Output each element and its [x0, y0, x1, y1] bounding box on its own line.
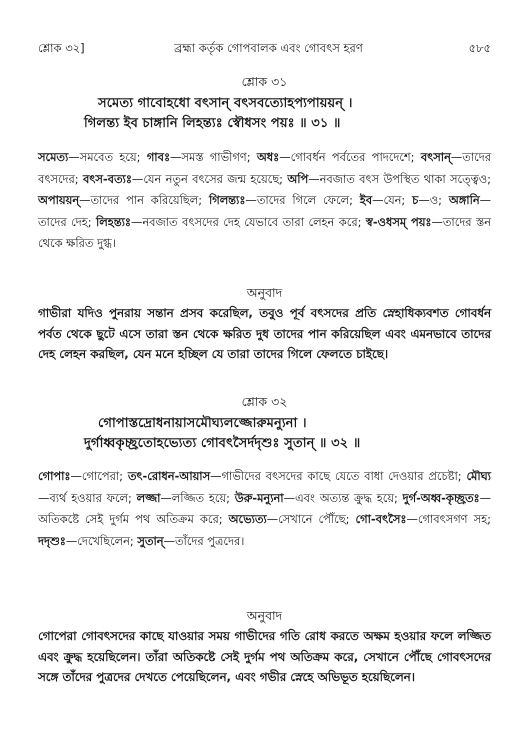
synonym-meaning: —সেখানে পৌঁছে;: [266, 512, 356, 526]
synonym-entry: [147, 150, 257, 164]
header-verse-ref: শ্লোক ৩২]: [38, 41, 85, 55]
synonym-meaning: —তাদের গিলে ফেলে;: [245, 193, 360, 207]
synonym-entry: [83, 172, 287, 186]
synonym-entry: [235, 491, 403, 505]
synonym-term: তৎ-রোধন-আয়াস: [127, 469, 211, 483]
synonym-term: সমেত্য: [38, 150, 69, 164]
synonym-entry: [128, 469, 467, 483]
synonym-term: অধঃ: [256, 150, 280, 164]
synonym-meaning: —গোবৎসগণ সহ;: [406, 512, 491, 526]
synonym-entry: [38, 469, 128, 483]
synonym-meaning: —তাদের পান করিয়েছিল;: [79, 193, 209, 207]
synonym-term: অপায়য়ন্: [38, 193, 80, 207]
synonym-entry: [137, 534, 244, 548]
synonym-meaning: —অতিকষ্টে সেই দুর্গম পথ অতিক্রম করে;: [38, 490, 491, 526]
synonym-meaning: —তাদের দেহ;: [38, 193, 492, 229]
synonym-meaning: —তাদের স্তন থেকে ক্ষরিত দুগ্ধ।: [38, 214, 491, 250]
synonym-entry: [137, 491, 235, 505]
synonym-term: গাবঃ: [146, 150, 171, 164]
synonym-meaning: —যেন;: [372, 193, 413, 207]
synonym-term: বৎস-বত্যঃ: [82, 171, 132, 186]
verse-32-line-1: গোপাস্তদ্রোধনায়াসমৌঘ্যলজ্জোরুমন্যুনা ।: [98, 416, 307, 431]
synonym-meaning: —গোপেরা;: [70, 469, 128, 483]
synonym-meaning: —দেখেছিলেন;: [65, 533, 138, 548]
synonym-entry: [38, 193, 209, 207]
synonym-entry: [287, 172, 491, 186]
synonym-entry: [229, 512, 356, 526]
synonym-term: সুতান্: [137, 533, 164, 548]
synonym-term: গিলন্ত্যঃ: [208, 193, 246, 207]
synonym-entry: [257, 150, 421, 164]
verse-31-line-2: গিলন্ত্য ইব চাঙ্গানি লিহন্ত্যঃ স্বৌধসং পয়ঃ ॥ ৩১ ॥: [84, 116, 341, 131]
verse-32-heading: শ্লোক ৩২: [241, 394, 288, 409]
synonym-term: মৌঘ্য: [466, 469, 491, 483]
synonym-meaning: —নবজাত বৎসদের দেহ যেভাবে তারা লেহন করে;: [130, 214, 366, 229]
synonym-meaning: —গাভীদের বৎসদের কাছে যেতে বাধা দেওয়ার প্রচেষ্টা;: [210, 469, 467, 483]
synonym-term: চ: [412, 193, 419, 207]
verse-32-synonyms: [38, 466, 491, 552]
synonym-meaning: —যেন নতুন বৎসের জন্ম হয়েছে;: [131, 171, 288, 186]
synonym-entry: [38, 150, 147, 164]
verse-32-translation-heading: অনুবাদ: [246, 608, 283, 623]
synonym-entry: [96, 215, 366, 229]
page-number: ৫৮৫: [468, 41, 491, 55]
verse-32-translation: গোপেরা গোবৎসদের কাছে যাওয়ার সময় গাভীদের গতি রোধ করতে অক্ষম হওয়ার ফলে লজ্জিত এবং ক্রুদ্ধ হয়েছিলেন। তাঁরা অতিকষ্টে সেই দুর্গম পথ অতিক্রম করে, সেখানে পৌঁছে গোবৎসদের সঙ্গে তাঁদের পুত্রদের দেখতে পেয়েছিলেন, এবং গভীর স্নেহে অভিভূত হয়েছিলেন।: [38, 629, 491, 684]
synonym-entry: [356, 512, 491, 526]
header-chapter-title: ব্রহ্মা কর্তৃক গোপবালক এবং গোবৎস হরণ: [174, 41, 363, 55]
synonym-meaning: —ব্যর্থ হওয়ার ফলে;: [38, 490, 137, 505]
synonym-term: দদৃশুঃ: [38, 533, 66, 548]
synonym-meaning: —নবজাত বৎস উপস্থিত থাকা সত্ত্বেও;: [308, 171, 491, 186]
synonym-entry: [38, 534, 137, 548]
synonym-term: লজ্জা: [136, 490, 161, 505]
synonym-meaning: —এবং অত্যন্ত ক্রুদ্ধ হয়ে;: [283, 490, 403, 505]
synonym-entry: [360, 193, 412, 207]
synonym-term: অপি: [287, 171, 309, 186]
synonym-meaning: —সমস্ত গাভীগণ;: [170, 150, 257, 164]
synonym-term: দুর্গ-অধ্ব-কৃচ্ছ্রতঃ: [402, 490, 480, 505]
synonym-meaning: —তাদের বৎসদের;: [38, 150, 491, 186]
synonym-term: স্ব-ওধসম্ পয়ঃ: [365, 214, 432, 229]
synonym-entry: [209, 193, 360, 207]
synonym-meaning: —সমবেত হয়ে;: [68, 150, 147, 164]
synonym-entry: [412, 193, 449, 207]
verse-31-text: [38, 94, 491, 134]
verse-32-text: [38, 414, 491, 454]
synonym-term: অভ্যেত্য: [228, 512, 267, 526]
verse-31-synonyms: [38, 147, 491, 255]
synonym-meaning: —ও;: [418, 193, 449, 207]
running-header: [38, 40, 491, 58]
verse-31-heading: শ্লোক ৩১: [241, 74, 288, 89]
synonym-term: উরু-মন্যুনা: [234, 490, 284, 505]
synonym-meaning: —গোবর্ধন পর্বতের পাদদেশে;: [279, 150, 421, 164]
synonym-term: অঙ্গানি: [448, 193, 480, 207]
synonym-meaning: —তাঁদের পুত্রদের।: [163, 533, 245, 548]
verse-31-line-1: সমেত্য গাবোহধো বৎসান্ বৎসবত্যোহপ্যপায়য়ন্ ।: [98, 96, 353, 111]
synonym-term: গোপাঃ: [38, 469, 71, 483]
synonym-term: বৎসান্: [420, 150, 451, 164]
synonym-term: ইব: [359, 193, 373, 207]
synonym-term: গো-বৎসৈঃ: [355, 512, 407, 526]
verse-31-translation: গাভীরা যদিও পুনরায় সন্তান প্রসব করেছিল, তবুও পূর্ব বৎসদের প্রতি স্নেহাধিক্যবশত গোবর্ধন পর্বত থেকে ছুটে এসে তারা স্তন থেকে ক্ষরিত দুধ তাদের পান করিয়েছিল এবং এমনভাবে তাদের দেহ লেহন করছিল, যেন মনে হচ্ছিল যে তারা তাদের গিলে ফেলতে চাইছে।: [38, 306, 491, 361]
verse-31-translation-heading: অনুবাদ: [246, 285, 283, 300]
verse-32-line-2: দুর্গাধ্বকৃচ্ছ্রতোহভ্যেত্য গোবৎসৈর্দদৃশুঃ সুতান্ ॥ ৩২ ॥: [84, 436, 361, 451]
synonym-meaning: —লজ্জিত হয়ে;: [160, 490, 235, 505]
synonym-term: লিহন্ত্যঃ: [96, 214, 131, 229]
